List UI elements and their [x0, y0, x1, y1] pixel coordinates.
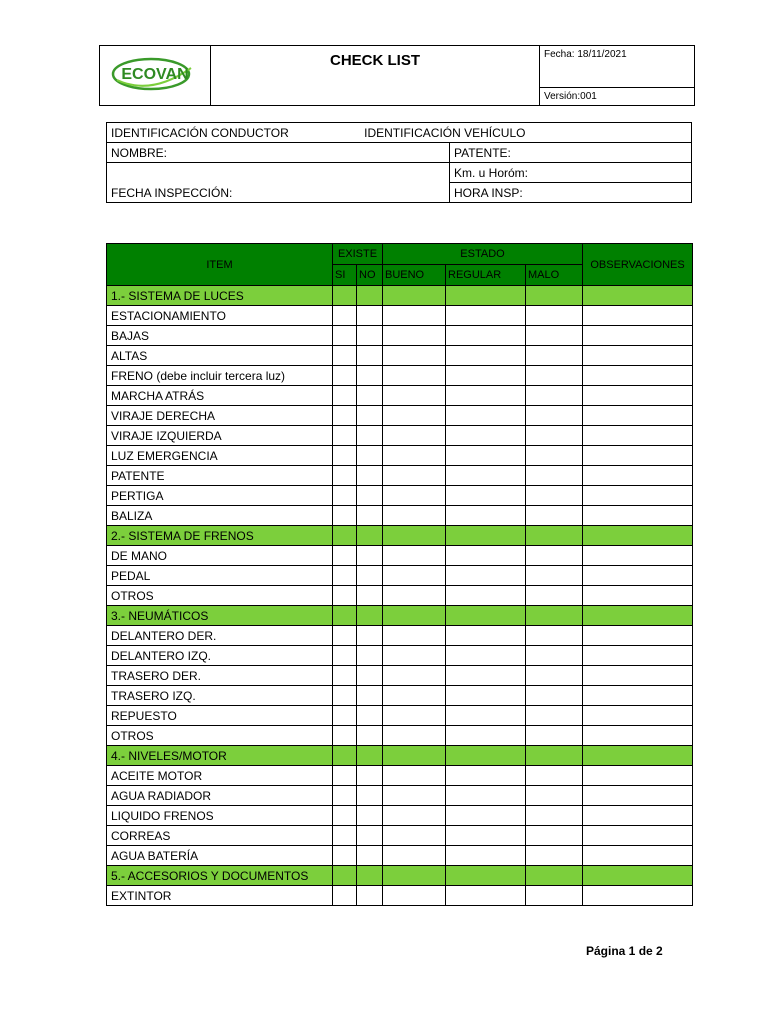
item-label: DELANTERO IZQ. — [107, 646, 333, 666]
observaciones-cell[interactable] — [583, 366, 693, 386]
bueno-cell[interactable] — [383, 306, 446, 326]
si-cell[interactable] — [333, 846, 357, 866]
checklist-table — [106, 243, 693, 906]
malo-cell[interactable] — [526, 326, 583, 346]
malo-cell[interactable] — [526, 466, 583, 486]
observaciones-cell[interactable] — [583, 326, 693, 346]
malo-cell[interactable] — [526, 706, 583, 726]
item-label: PATENTE — [107, 466, 333, 486]
bueno-cell[interactable] — [383, 506, 446, 526]
identification-table — [106, 122, 692, 203]
observaciones-cell — [583, 606, 693, 626]
no-cell[interactable] — [357, 386, 383, 406]
logo-cell — [100, 46, 211, 106]
observaciones-cell[interactable] — [583, 386, 693, 406]
malo-cell[interactable] — [526, 426, 583, 446]
malo-cell[interactable] — [526, 586, 583, 606]
observaciones-cell[interactable] — [583, 706, 693, 726]
regular-cell[interactable] — [446, 386, 526, 406]
si-cell — [333, 746, 357, 766]
si-cell[interactable] — [333, 446, 357, 466]
regular-cell[interactable] — [446, 826, 526, 846]
no-cell[interactable] — [357, 846, 383, 866]
si-cell[interactable] — [333, 586, 357, 606]
item-label: MARCHA ATRÁS — [107, 386, 333, 406]
section-row — [107, 526, 693, 546]
regular-cell[interactable] — [446, 706, 526, 726]
item-row — [107, 446, 693, 466]
item-label: VIRAJE DERECHA — [107, 406, 333, 426]
item-label: VIRAJE IZQUIERDA — [107, 426, 333, 446]
malo-cell[interactable] — [526, 486, 583, 506]
page-title: CHECK LIST — [211, 46, 540, 106]
item-row — [107, 706, 693, 726]
si-cell[interactable] — [333, 806, 357, 826]
item-label: PERTIGA — [107, 486, 333, 506]
item-row — [107, 726, 693, 746]
no-cell[interactable] — [357, 706, 383, 726]
item-label: BALIZA — [107, 506, 333, 526]
si-cell[interactable] — [333, 546, 357, 566]
si-cell[interactable] — [333, 346, 357, 366]
header-existe: EXISTE — [333, 244, 383, 265]
malo-cell — [526, 286, 583, 306]
bueno-cell[interactable] — [383, 786, 446, 806]
bueno-cell[interactable] — [383, 666, 446, 686]
bueno-cell — [383, 746, 446, 766]
bueno-cell[interactable] — [383, 726, 446, 746]
no-cell[interactable] — [357, 566, 383, 586]
no-cell — [357, 866, 383, 886]
regular-cell — [446, 286, 526, 306]
item-row — [107, 406, 693, 426]
no-cell[interactable] — [357, 326, 383, 346]
observaciones-cell[interactable] — [583, 806, 693, 826]
item-row — [107, 626, 693, 646]
si-cell[interactable] — [333, 786, 357, 806]
item-label: ESTACIONAMIENTO — [107, 306, 333, 326]
item-row — [107, 826, 693, 846]
no-cell[interactable] — [357, 826, 383, 846]
bueno-cell[interactable] — [383, 626, 446, 646]
observaciones-cell[interactable] — [583, 786, 693, 806]
si-cell[interactable] — [333, 326, 357, 346]
section-row — [107, 286, 693, 306]
regular-cell — [446, 526, 526, 546]
observaciones-cell[interactable] — [583, 546, 693, 566]
si-cell[interactable] — [333, 646, 357, 666]
observaciones-cell — [583, 526, 693, 546]
regular-cell[interactable] — [446, 666, 526, 686]
observaciones-cell[interactable] — [583, 586, 693, 606]
no-cell — [357, 526, 383, 546]
no-cell[interactable] — [357, 306, 383, 326]
observaciones-cell[interactable] — [583, 506, 693, 526]
item-row — [107, 766, 693, 786]
si-cell[interactable] — [333, 886, 357, 906]
regular-cell[interactable] — [446, 886, 526, 906]
bueno-cell[interactable] — [383, 886, 446, 906]
bueno-cell[interactable] — [383, 766, 446, 786]
item-label: AGUA BATERÍA — [107, 846, 333, 866]
regular-cell[interactable] — [446, 306, 526, 326]
malo-cell[interactable] — [526, 386, 583, 406]
bueno-cell — [383, 606, 446, 626]
item-row — [107, 366, 693, 386]
malo-cell[interactable] — [526, 546, 583, 566]
bueno-cell[interactable] — [383, 566, 446, 586]
malo-cell[interactable] — [526, 366, 583, 386]
item-label: ALTAS — [107, 346, 333, 366]
item-label: ACEITE MOTOR — [107, 766, 333, 786]
item-label: DE MANO — [107, 546, 333, 566]
item-label: CORREAS — [107, 826, 333, 846]
regular-cell[interactable] — [446, 846, 526, 866]
bueno-cell[interactable] — [383, 406, 446, 426]
no-cell — [357, 286, 383, 306]
item-row — [107, 566, 693, 586]
no-cell[interactable] — [357, 506, 383, 526]
item-row — [107, 686, 693, 706]
si-cell — [333, 606, 357, 626]
malo-cell[interactable] — [526, 786, 583, 806]
malo-cell[interactable] — [526, 726, 583, 746]
item-label: DELANTERO DER. — [107, 626, 333, 646]
regular-cell[interactable] — [446, 646, 526, 666]
si-cell[interactable] — [333, 726, 357, 746]
si-cell — [333, 526, 357, 546]
si-cell[interactable] — [333, 406, 357, 426]
no-cell[interactable] — [357, 726, 383, 746]
logo-text: ECOVAN — [121, 66, 189, 83]
no-cell[interactable] — [357, 546, 383, 566]
observaciones-cell[interactable] — [583, 466, 693, 486]
item-label: TRASERO DER. — [107, 666, 333, 686]
item-row — [107, 646, 693, 666]
bueno-cell[interactable] — [383, 346, 446, 366]
observaciones-cell[interactable] — [583, 346, 693, 366]
header-item: ITEM — [107, 244, 333, 286]
si-cell[interactable] — [333, 506, 357, 526]
section-row — [107, 866, 693, 886]
header-si: SI — [333, 265, 357, 286]
observaciones-cell[interactable] — [583, 426, 693, 446]
no-cell[interactable] — [357, 786, 383, 806]
malo-cell[interactable] — [526, 406, 583, 426]
regular-cell[interactable] — [446, 786, 526, 806]
bueno-cell — [383, 866, 446, 886]
observaciones-cell[interactable] — [583, 486, 693, 506]
si-cell[interactable] — [333, 466, 357, 486]
bueno-cell[interactable] — [383, 486, 446, 506]
regular-cell[interactable] — [446, 466, 526, 486]
observaciones-cell[interactable] — [583, 766, 693, 786]
malo-cell[interactable] — [526, 626, 583, 646]
regular-cell — [446, 606, 526, 626]
no-cell[interactable] — [357, 666, 383, 686]
section-label: 3.- NEUMÁTICOS — [107, 606, 333, 626]
item-row — [107, 786, 693, 806]
regular-cell[interactable] — [446, 406, 526, 426]
item-row — [107, 426, 693, 446]
no-cell[interactable] — [357, 686, 383, 706]
no-cell[interactable] — [357, 486, 383, 506]
no-cell[interactable] — [357, 426, 383, 446]
section-label: 2.- SISTEMA DE FRENOS — [107, 526, 333, 546]
header-estado: ESTADO — [383, 244, 583, 265]
no-cell[interactable] — [357, 406, 383, 426]
item-label: TRASERO IZQ. — [107, 686, 333, 706]
km-horom-field[interactable]: Km. u Horóm: — [450, 163, 692, 183]
nombre-field[interactable]: NOMBRE: — [107, 143, 450, 163]
bueno-cell[interactable] — [383, 546, 446, 566]
observaciones-cell[interactable] — [583, 406, 693, 426]
si-cell[interactable] — [333, 826, 357, 846]
regular-cell[interactable] — [446, 546, 526, 566]
no-cell[interactable] — [357, 586, 383, 606]
malo-cell[interactable] — [526, 306, 583, 326]
header-bueno: BUENO — [383, 265, 446, 286]
regular-cell — [446, 746, 526, 766]
regular-cell[interactable] — [446, 446, 526, 466]
regular-cell[interactable] — [446, 326, 526, 346]
si-cell — [333, 286, 357, 306]
observaciones-cell[interactable] — [583, 646, 693, 666]
header-no: NO — [357, 265, 383, 286]
regular-cell[interactable] — [446, 366, 526, 386]
fecha-inspeccion-field[interactable]: FECHA INSPECCIÓN: — [107, 163, 450, 203]
si-cell[interactable] — [333, 386, 357, 406]
page-number: Página 1 de 2 — [586, 944, 663, 958]
no-cell — [357, 606, 383, 626]
item-row — [107, 306, 693, 326]
si-cell[interactable] — [333, 306, 357, 326]
bueno-cell[interactable] — [383, 826, 446, 846]
observaciones-cell[interactable] — [583, 666, 693, 686]
malo-cell[interactable] — [526, 646, 583, 666]
observaciones-cell[interactable] — [583, 846, 693, 866]
patente-field[interactable]: PATENTE: — [450, 143, 692, 163]
si-cell[interactable] — [333, 766, 357, 786]
bueno-cell[interactable] — [383, 366, 446, 386]
bueno-cell[interactable] — [383, 846, 446, 866]
observaciones-cell — [583, 746, 693, 766]
header-observaciones: OBSERVACIONES — [583, 244, 693, 286]
no-cell[interactable] — [357, 806, 383, 826]
observaciones-cell[interactable] — [583, 306, 693, 326]
checklist-body — [107, 286, 693, 906]
item-row — [107, 346, 693, 366]
item-label: AGUA RADIADOR — [107, 786, 333, 806]
no-cell[interactable] — [357, 766, 383, 786]
item-row — [107, 546, 693, 566]
si-cell[interactable] — [333, 686, 357, 706]
bueno-cell[interactable] — [383, 386, 446, 406]
item-row — [107, 486, 693, 506]
malo-cell[interactable] — [526, 566, 583, 586]
regular-cell[interactable] — [446, 626, 526, 646]
observaciones-cell — [583, 866, 693, 886]
no-cell[interactable] — [357, 366, 383, 386]
bueno-cell[interactable] — [383, 706, 446, 726]
si-cell[interactable] — [333, 486, 357, 506]
bueno-cell[interactable] — [383, 446, 446, 466]
section-label: 4.- NIVELES/MOTOR — [107, 746, 333, 766]
bueno-cell[interactable] — [383, 426, 446, 446]
fecha-field: Fecha: 18/11/2021 — [540, 46, 695, 88]
vehiculo-label: IDENTIFICACIÓN VEHÍCULO — [364, 125, 526, 140]
regular-cell — [446, 866, 526, 886]
no-cell[interactable] — [357, 346, 383, 366]
no-cell[interactable] — [357, 886, 383, 906]
item-label: FRENO (debe incluir tercera luz) — [107, 366, 333, 386]
item-row — [107, 586, 693, 606]
regular-cell[interactable] — [446, 806, 526, 826]
regular-cell[interactable] — [446, 586, 526, 606]
malo-cell — [526, 526, 583, 546]
observaciones-cell — [583, 286, 693, 306]
ecovan-logo — [107, 52, 203, 96]
bueno-cell[interactable] — [383, 686, 446, 706]
item-row — [107, 806, 693, 826]
regular-cell[interactable] — [446, 426, 526, 446]
regular-cell[interactable] — [446, 766, 526, 786]
malo-cell — [526, 746, 583, 766]
bueno-cell[interactable] — [383, 586, 446, 606]
section-row — [107, 746, 693, 766]
item-row — [107, 846, 693, 866]
si-cell[interactable] — [333, 626, 357, 646]
item-label: REPUESTO — [107, 706, 333, 726]
malo-cell[interactable] — [526, 686, 583, 706]
regular-cell[interactable] — [446, 566, 526, 586]
observaciones-cell[interactable] — [583, 566, 693, 586]
malo-cell[interactable] — [526, 886, 583, 906]
identification-heading-row — [107, 123, 692, 143]
malo-cell[interactable] — [526, 846, 583, 866]
si-cell[interactable] — [333, 706, 357, 726]
hora-inspeccion-field[interactable]: HORA INSP: — [450, 183, 692, 203]
bueno-cell[interactable] — [383, 806, 446, 826]
bueno-cell[interactable] — [383, 466, 446, 486]
item-label: PEDAL — [107, 566, 333, 586]
bueno-cell[interactable] — [383, 326, 446, 346]
observaciones-cell[interactable] — [583, 626, 693, 646]
bueno-cell — [383, 286, 446, 306]
bueno-cell — [383, 526, 446, 546]
document-header — [99, 45, 695, 106]
section-label: 5.- ACCESORIOS Y DOCUMENTOS — [107, 866, 333, 886]
no-cell[interactable] — [357, 466, 383, 486]
malo-cell[interactable] — [526, 446, 583, 466]
malo-cell[interactable] — [526, 506, 583, 526]
item-row — [107, 386, 693, 406]
malo-cell — [526, 606, 583, 626]
malo-cell[interactable] — [526, 666, 583, 686]
item-label: LIQUIDO FRENOS — [107, 806, 333, 826]
no-cell[interactable] — [357, 626, 383, 646]
item-label: LUZ EMERGENCIA — [107, 446, 333, 466]
section-label: 1.- SISTEMA DE LUCES — [107, 286, 333, 306]
regular-cell[interactable] — [446, 486, 526, 506]
regular-cell[interactable] — [446, 726, 526, 746]
header-regular: REGULAR — [446, 265, 526, 286]
bueno-cell[interactable] — [383, 646, 446, 666]
conductor-label: IDENTIFICACIÓN CONDUCTOR — [111, 125, 289, 140]
malo-cell[interactable] — [526, 826, 583, 846]
malo-cell[interactable] — [526, 766, 583, 786]
item-row — [107, 886, 693, 906]
observaciones-cell[interactable] — [583, 446, 693, 466]
item-label: OTROS — [107, 586, 333, 606]
regular-cell[interactable] — [446, 346, 526, 366]
si-cell — [333, 866, 357, 886]
si-cell[interactable] — [333, 366, 357, 386]
regular-cell[interactable] — [446, 686, 526, 706]
malo-cell[interactable] — [526, 806, 583, 826]
item-label: BAJAS — [107, 326, 333, 346]
observaciones-cell[interactable] — [583, 686, 693, 706]
item-label: OTROS — [107, 726, 333, 746]
item-row — [107, 666, 693, 686]
item-label: EXTINTOR — [107, 886, 333, 906]
observaciones-cell[interactable] — [583, 726, 693, 746]
item-row — [107, 506, 693, 526]
observaciones-cell[interactable] — [583, 886, 693, 906]
si-cell[interactable] — [333, 566, 357, 586]
no-cell[interactable] — [357, 646, 383, 666]
header-malo: MALO — [526, 265, 583, 286]
item-row — [107, 466, 693, 486]
si-cell[interactable] — [333, 426, 357, 446]
no-cell — [357, 746, 383, 766]
section-row — [107, 606, 693, 626]
item-row — [107, 326, 693, 346]
si-cell[interactable] — [333, 666, 357, 686]
version-field: Versión:001 — [540, 88, 695, 106]
no-cell[interactable] — [357, 446, 383, 466]
malo-cell — [526, 866, 583, 886]
observaciones-cell[interactable] — [583, 826, 693, 846]
regular-cell[interactable] — [446, 506, 526, 526]
malo-cell[interactable] — [526, 346, 583, 366]
